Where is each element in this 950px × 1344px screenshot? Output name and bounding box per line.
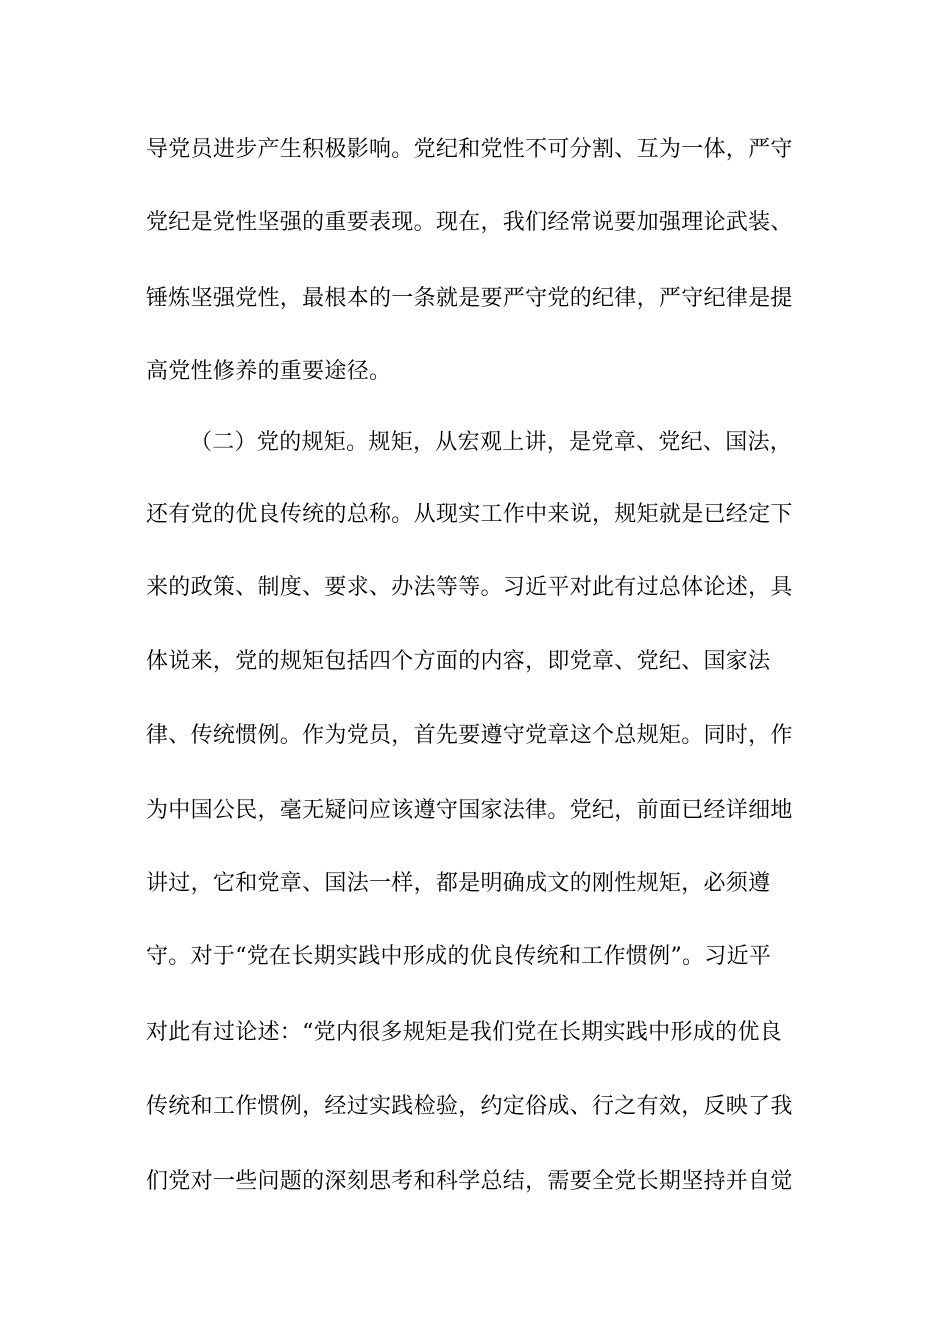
text-line: 对此有过论述：“党内很多规矩是我们党在长期实践中形成的优良 — [146, 1020, 782, 1045]
text-line: 锤炼坚强党性，最根本的一条就是要严守党的纪律，严守纪律是提 — [146, 286, 793, 311]
text-line: 律、传统惯例。作为党员，首先要遵守党章这个总规矩。同时，作 — [146, 723, 793, 748]
text-line: 讲过，它和党章、国法一样，都是明确成文的刚性规矩，必须遵 — [146, 871, 771, 896]
text-line: 传统和工作惯例，经过实践检验，约定俗成、行之有效，反映了我 — [146, 1094, 793, 1119]
text-line: 党纪是党性坚强的重要表现。现在，我们经常说要加强理论武装、 — [146, 210, 793, 235]
text-line: 守。对于“党在长期实践中形成的优良传统和工作惯例”。习近平 — [146, 944, 772, 969]
text-line: 们党对一些问题的深刻思考和科学总结，需要全党长期坚持并自觉 — [146, 1169, 793, 1194]
text-line: 还有党的优良传统的总称。从现实工作中来说，规矩就是已经定下 — [146, 502, 793, 527]
text-line: 导党员进步产生积极影响。党纪和党性不可分割、互为一体，严守 — [146, 137, 793, 162]
text-line: 为中国公民，毫无疑问应该遵守国家法律。党纪，前面已经详细地 — [146, 798, 793, 823]
text-line: 来的政策、制度、要求、办法等等。习近平对此有过总体论述，具 — [146, 575, 793, 600]
text-line: 体说来，党的规矩包括四个方面的内容，即党章、党纪、国家法 — [146, 649, 771, 674]
text-line: 高党性修养的重要途径。 — [146, 359, 392, 384]
paragraph-heading-line: （二）党的规矩。规矩，从宏观上讲，是党章、党纪、国法， — [190, 430, 793, 455]
